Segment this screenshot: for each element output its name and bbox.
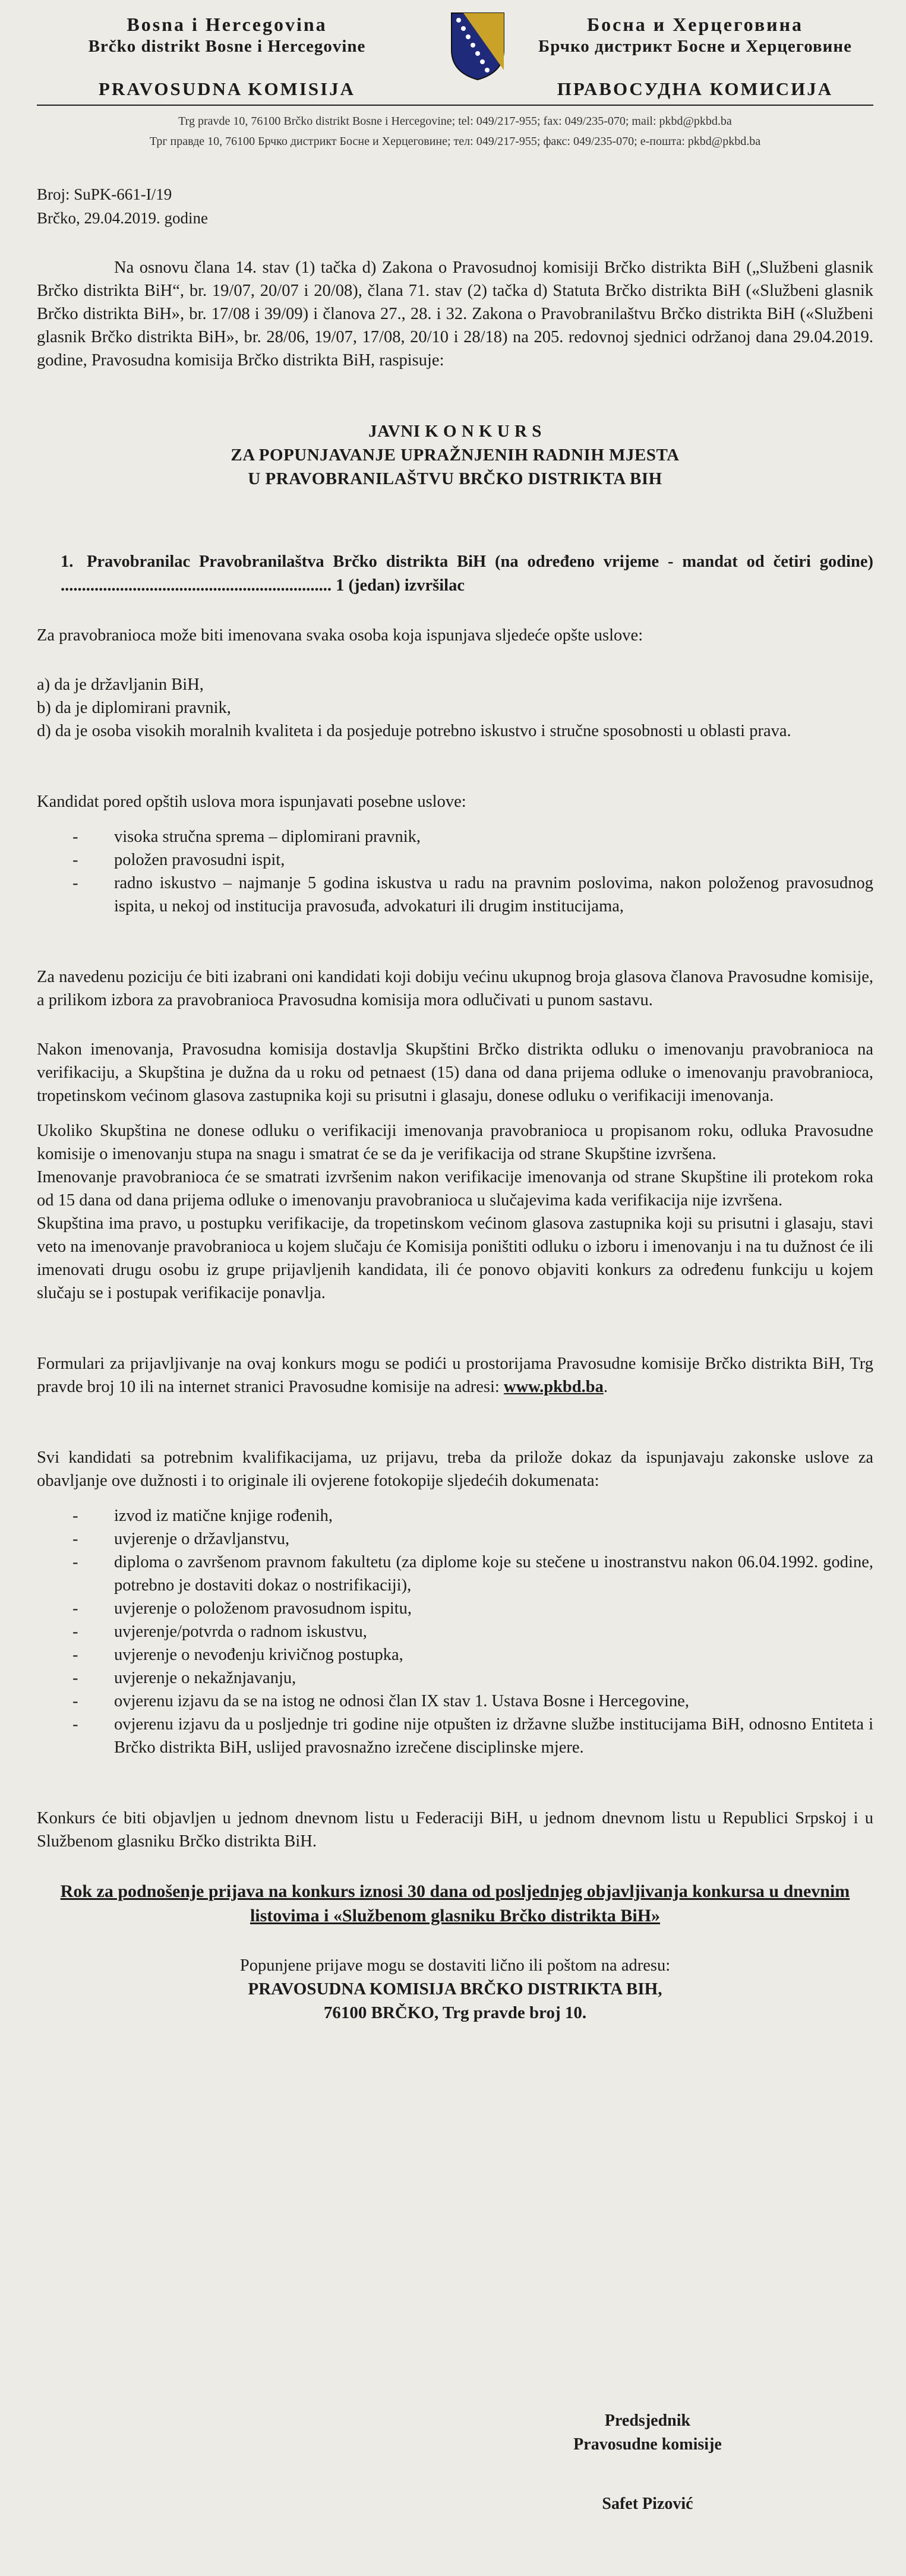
general-condition-d: d) da je osoba visokih moralnih kvaliteta i da posjeduje potrebno iskustvo i stručne sposobnosti u oblasti prava. (37, 722, 791, 740)
institution-name-latin: PRAVOSUDNA KOMISIJA (98, 78, 356, 99)
contact-cyrillic: Трг правде 10, 76100 Брчко дистрикт Босне и Херцеговине; тел: 049/217-955; факс: 049/235-070; е-пошта: pkbd@pkbd.ba (149, 135, 761, 148)
list-item: - diploma o završenom pravnom fakultetu (za diplome koje su stečene u inostranstvu nakon 06.04.1992. godine, potrebno je dostaviti dokaz o nostrifikaciji), (72, 1553, 873, 1595)
forms-paragraph: Formulari za prijavljivanje na ovaj konkurs mogu se podići u prostorijama Pravosudne komisije Brčko distrikta BiH, Trg pravde broj 10 ili na internet stranici Pravosudne komisije na adresi: www.pkbd.ba. (37, 1355, 873, 1396)
letterhead (37, 0, 873, 104)
position-text: Pravobranilac Pravobranilaštva Brčko distrikta BiH (na određeno vrijeme - mandat od četiri godine) ................................................................ 1 (jedan) izvršilac (61, 553, 873, 595)
position-number: 1. (61, 553, 74, 571)
title-line-1: JAVNI K O N K U R S (368, 422, 542, 441)
title-line-3: U PRAVOBRANILAŠTVU BRČKO DISTRIKTA BIH (248, 469, 662, 488)
country-name-latin: Bosna i Hercegovina (127, 14, 327, 35)
list-item: - uvjerenje o državljanstvu, (72, 1530, 290, 1548)
country-name-cyrillic: Босна и Херцеговина (586, 14, 804, 35)
signature-title-2: Pravosudne komisije (573, 2435, 722, 2454)
publication-paragraph: Konkurs će biti objavljen u jednom dnevnom listu u Federaciji BiH, u jednom dnevnom listu u Republici Srpskoj i u Službenom glasniku Brčko distrikta BiH. (37, 1809, 873, 1851)
special-conditions-list (37, 825, 873, 918)
title-line-2: ZA POPUNJAVANJE UPRAŽNJENIH RADNIH MJESTA (231, 446, 680, 465)
header-divider (37, 105, 873, 106)
institution-name-cyrillic: ПРАВОСУДНА КОМИСИЈА (557, 78, 834, 99)
list-item: - radno iskustvo – najmanje 5 godina iskustva u radu na pravnim poslovima, nakon položenog pravosudnog ispita, u nekoj od institucija pravosuđa, advokaturi ili drugim institucijama, (72, 874, 873, 916)
position-item (37, 550, 873, 598)
appointment-paragraph-1: Nakon imenovanja, Pravosudna komisija dostavlja Skupštini Brčko distrikta odluku o imenovanju pravobranioca na verifikaciju, a Skupština je dužna da u roku od petnaest (15) dana od dana prijema odluke o imenovanju pravobranioca, tropetinskom većinom glasova zastupnika koji su prisutni i glasaju, donese odluku o verifikaciji imenovanja. (37, 1040, 873, 1105)
general-conditions-intro: Za pravobranioca može biti imenovana svaka osoba koja ispunjava sljedeće opšte uslove: (37, 626, 643, 645)
submission-address-2: 76100 BRČKO, Trg pravde broj 10. (323, 2003, 587, 2022)
general-condition-b: b) da je diplomirani pravnik, (37, 699, 231, 717)
submission-address-1: PRAVOSUDNA KOMISIJA BRČKO DISTRIKTA BIH, (248, 1980, 662, 1999)
list-item: - visoka stručna sprema – diplomirani pravnik, (72, 828, 421, 846)
list-item: - izvod iz matične knjige rođenih, (72, 1507, 333, 1525)
submission-intro: Popunjene prijave mogu se dostaviti lično ili poštom na adresu: (239, 1956, 671, 1975)
list-item: - položen pravosudni ispit, (72, 851, 285, 869)
general-condition-a: a) da je državljanin BiH, (37, 675, 204, 694)
reference-date: Brčko, 29.04.2019. godine (37, 209, 208, 227)
signatory-name: Safet Pizović (602, 2495, 693, 2513)
coat-of-arms-icon (448, 11, 507, 81)
signature-title-1: Predsjednik (604, 2411, 691, 2430)
appointment-paragraph-3: Imenovanje pravobranioca će se smatrati izvršenim nakon verifikacije imenovanja od strane Skupštine ili protekom roka od 15 dana od dana prijema odluke o imenovanju pravobranioca u slučajevima kada verifikacija nije izvršena. (37, 1168, 873, 1210)
letterhead-cyrillic (517, 13, 873, 101)
website-link[interactable]: www.pkbd.ba (503, 1378, 604, 1396)
district-name-latin: Brčko distrikt Bosne i Hercegovine (88, 37, 366, 56)
selection-paragraph: Za navedenu poziciju će biti izabrani oni kandidati koji dobiju većinu ukupnog broja glasova članova Pravosudne komisije, a prilikom izbora za pravobranioca Pravosudna komisija mora odlučivati u punom sastavu. (37, 968, 874, 1009)
list-item: - uvjerenje/potvrda o radnom iskustvu, (72, 1622, 367, 1641)
required-documents-list (37, 1504, 873, 1759)
list-item: - ovjerenu izjavu da se na istog ne odnosi član IX stav 1. Ustava Bosne i Hercegovine, (72, 1692, 689, 1710)
contact-block (37, 111, 873, 151)
district-name-cyrillic: Брчко дистрикт Босне и Херцеговине (538, 37, 852, 56)
list-item: - uvjerenje o nevođenju krivičnog postupka, (72, 1646, 403, 1664)
list-item: - uvjerenje o položenom pravosudnom ispitu, (72, 1599, 412, 1618)
reference-block (37, 182, 873, 230)
letterhead-latin (37, 13, 417, 101)
list-item: - ovjerenu izjavu da u posljednje tri godine nije otpušten iz državne službe institucijama BiH, odnosno Entiteta i Brčko distrikta BiH, uslijed pravosnažno izrečene disciplinske mjere. (72, 1715, 873, 1757)
reference-number: Broj: SuPK-661-I/19 (37, 185, 172, 203)
intro-paragraph: Na osnovu člana 14. stav (1) tačka d) Zakona o Pravosudnoj komisiji Brčko distrikta BiH („Službeni glasnik Brčko distrikta BiH“, br. 19/07, 20/07 i 20/08), člana 71. stav (2) tačka d) Statuta Brčko distrikta BiH («Službeni glasnik Brčko distrikta BiH», br. 17/08 i 39/09) i članova 27., 28. i 32. Zakona o Pravobranilaštvu Brčko distrikta BiH («Službeni glasnik Brčko distrikta BiH», br. 28/06, 19/07, 17/08, 20/10 i 28/18) na 205. redovnoj sjednici održanoj dana 29.04.2019. godine, Pravosudna komisija Brčko distrikta BiH, raspisuje: (37, 258, 873, 370)
deadline-notice: Rok za podnošenje prijava na konkurs iznosi 30 dana od posljednjeg objavljivanja konkursa u dnevnim listovima i «Službenom glasniku Brčko distrikta BiH» (60, 1882, 850, 1925)
special-conditions-intro: Kandidat pored opštih uslova mora ispunjavati posebne uslove: (37, 793, 466, 811)
contact-latin: Trg pravde 10, 76100 Brčko distrikt Bosne i Hercegovine; tel: 049/217-955; fax: 049/235-070; mail: pkbd@pkbd.ba (178, 115, 732, 128)
appointment-paragraph-4: Skupština ima pravo, u postupku verifikacije, da tropetinskom većinom glasova zastupnika koji su prisutni i glasaju, stavi veto na imenovanje pravobranioca u kojem slučaju će Komisija poništiti odluku o izboru i imenovanju i na tu dužnost će ili imenovati drugu osobu iz grupe prijavljenih kandidata, ili će ponovo objaviti konkurs za određenu funkciju u kojem slučaju se i postupak verifikacije ponavlja. (37, 1214, 873, 1302)
appointment-paragraph-2: Ukoliko Skupština ne donese odluku o verifikaciji imenovanja pravobranioca u propisanom roku, odluka Pravosudne komisije o imenovanju stupa na snagu i smatrat će se da je verifikacija od strane Skupštine izvršena. (37, 1122, 873, 1163)
document-title (37, 419, 873, 491)
list-item: - uvjerenje o nekažnjavanju, (72, 1669, 296, 1687)
documents-intro: Svi kandidati sa potrebnim kvalifikacijama, uz prijavu, treba da prilože dokaz da ispunjavaju zakonske uslove za obavljanje ove dužnosti i to originale ili ovjerene fotokopije sljedećih dokumenata: (37, 1448, 873, 1490)
signature-block (550, 2409, 746, 2516)
